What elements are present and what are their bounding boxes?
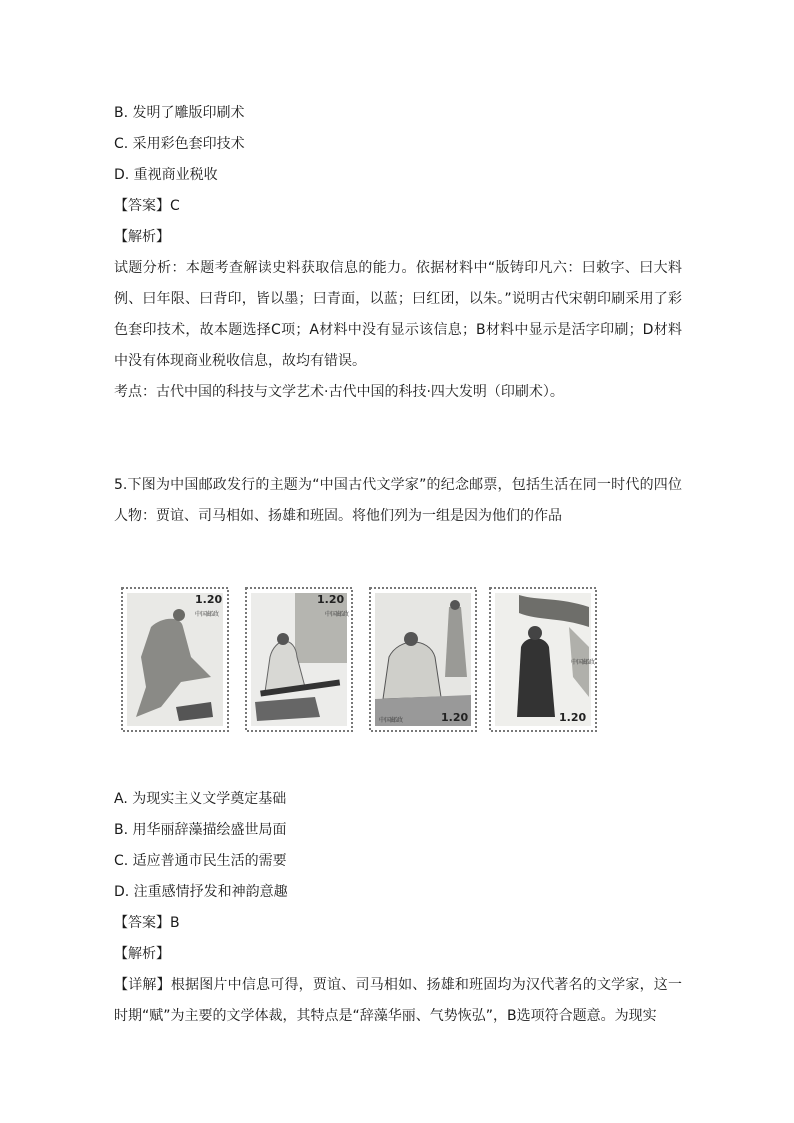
q4-option-c: C. 采用彩色套印技术 xyxy=(114,136,245,152)
stamp-postmark: 中国邮政 xyxy=(325,611,350,618)
q5-detail-text: 【详解】根据图片中信息可得，贾谊、司马相如、扬雄和班固均为汉代著名的文学家，这一时期“赋”为主要的文学体裁，其特点是“辞藻华丽、气势恢弘”，B选项符合题意。为现实 xyxy=(114,977,682,1024)
q5-option-a: A. 为现实主义文学奠定基础 xyxy=(114,791,287,807)
stamp-sima-xiangru xyxy=(245,587,353,732)
stamp-denomination: 1.20 xyxy=(317,593,345,606)
q4-analysis-label: 【解析】 xyxy=(114,229,170,245)
stamp-denomination: 1.20 xyxy=(441,711,469,724)
q4-answer: 【答案】C xyxy=(114,198,180,214)
q5-analysis-label: 【解析】 xyxy=(114,946,170,962)
q4-option-b: B. 发明了雕版印刷术 xyxy=(114,105,245,121)
stamp-postmark: 中国邮政 xyxy=(379,717,404,724)
q5-option-c: C. 适应普通市民生活的需要 xyxy=(114,853,287,869)
stamp-denomination: 1.20 xyxy=(195,593,223,606)
q5-answer: 【答案】B xyxy=(114,915,180,931)
stamp-ban-gu xyxy=(489,587,597,732)
stamp-jia-yi xyxy=(121,587,229,732)
q5-option-d: D. 注重感情抒发和神韵意趣 xyxy=(114,884,288,900)
stamp-postmark: 中国邮政 xyxy=(195,611,220,618)
q4-analysis-text: 试题分析：本题考查解读史料获取信息的能力。依据材料中“版铸印凡六：曰敕字、曰大料例、曰年限、曰背印，皆以墨；曰青面，以蓝；曰红团，以朱。”说明古代宋朝印刷采用了彩色套印技术，故本题选择C项；A材料中没有显示该信息；B材料中显示是活字印刷；D材料中没有体现商业税收信息，故均有错误。 xyxy=(114,260,682,369)
q4-option-d: D. 重视商业税收 xyxy=(114,167,218,183)
stamp-yang-xiong xyxy=(369,587,477,732)
stamp-denomination: 1.20 xyxy=(559,711,587,724)
q5-option-b: B. 用华丽辞藻描绘盛世局面 xyxy=(114,822,287,838)
q4-kaodian: 考点：古代中国的科技与文学艺术·古代中国的科技·四大发明（印刷术）。 xyxy=(114,384,564,400)
q5-stem: 5.下图为中国邮政发行的主题为“中国古代文学家”的纪念邮票，包括生活在同一时代的四位人物：贾谊、司马相如、扬雄和班固。将他们列为一组是因为他们的作品 xyxy=(114,477,682,524)
stamp-postmark: 中国邮政 xyxy=(571,659,596,666)
stamp-set-image xyxy=(121,587,601,732)
